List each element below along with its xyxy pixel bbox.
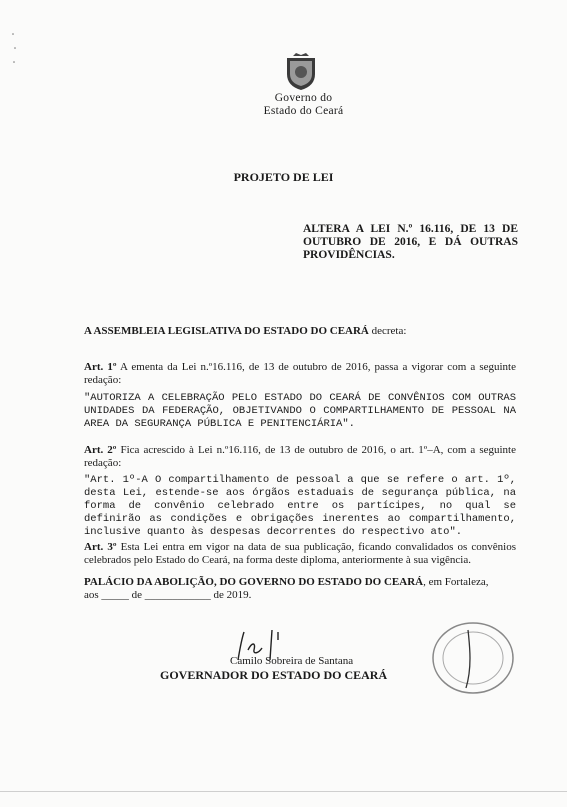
article-3-text: Esta Lei entra em vigor na data de sua publicação, ficando convalidados os convênios celebrados pelo Estado do Ceará, na forma deste diploma, anteriormente à sua vigência. (84, 541, 516, 566)
palace-name: PALÁCIO DA ABOLIÇÃO, DO GOVERNO DO ESTADO DO CEARÁ (84, 576, 424, 588)
page-bottom-rule (0, 791, 567, 792)
palace-location: , em Fortaleza, (423, 576, 489, 588)
closing-clause (84, 576, 516, 602)
date-line: aos _____ de ____________ de 2019. (84, 589, 252, 601)
article-2-quote: "Art. 1º-A O compartilhamento de pessoal a que se refere o art. 1º, desta Lei, estende-se aos órgãos estaduais de segurança pública, na forma de convênio celebrado entre os partícipes, no qual se definirão as condições e obrigações inerentes ao compartilhamento, inclusive quanto às despesas decorrentes do respectivo ato". (84, 474, 516, 538)
article-3-label: Art. 3º (84, 541, 117, 553)
header-state: Estado do Ceará (263, 105, 344, 117)
header-government: Governo do (274, 92, 333, 104)
article-1-label: Art. 1º (84, 361, 117, 373)
article-1-text: A ementa da Lei n.º16.116, de 13 de outubro de 2016, passa a vigorar com a seguinte redação: (84, 361, 516, 386)
protocol-stamp-icon (428, 618, 518, 698)
assembly-name: A ASSEMBLEIA LEGISLATIVA DO ESTADO DO CEARÁ (84, 325, 369, 337)
ementa: ALTERA A LEI N.º 16.116, DE 13 DE OUTUBRO DE 2016, E DÁ OUTRAS PROVIDÊNCIAS. (303, 223, 518, 261)
enacting-clause (84, 325, 516, 338)
signer-name: Camilo Sobreira de Santana (230, 655, 354, 667)
article-2 (84, 444, 516, 470)
scan-marks (10, 30, 20, 75)
article-1 (84, 361, 516, 387)
decreta-text: decreta: (368, 325, 407, 337)
article-2-text: Fica acrescido à Lei n.º16.116, de 13 de outubro de 2016, o art. 1º–A, com a seguinte redação: (84, 444, 517, 469)
article-3 (84, 541, 516, 567)
article-2-label: Art. 2º (84, 444, 117, 456)
state-coat-of-arms-icon (284, 52, 318, 92)
document-title: PROJETO DE LEI (233, 170, 334, 184)
signer-title: GOVERNADOR DO ESTADO DO CEARÁ (160, 668, 388, 682)
article-1-quote: "AUTORIZA A CELEBRAÇÃO PELO ESTADO DO CEARÁ DE CONVÊNIOS COM OUTRAS UNIDADES DA FEDERAÇÃO, OBJETIVANDO O COMPARTILHAMENTO DE PESSOAL NA AREA DA SEGURANÇA PÚBLICA E PENITENCIÁRIA". (84, 392, 516, 430)
